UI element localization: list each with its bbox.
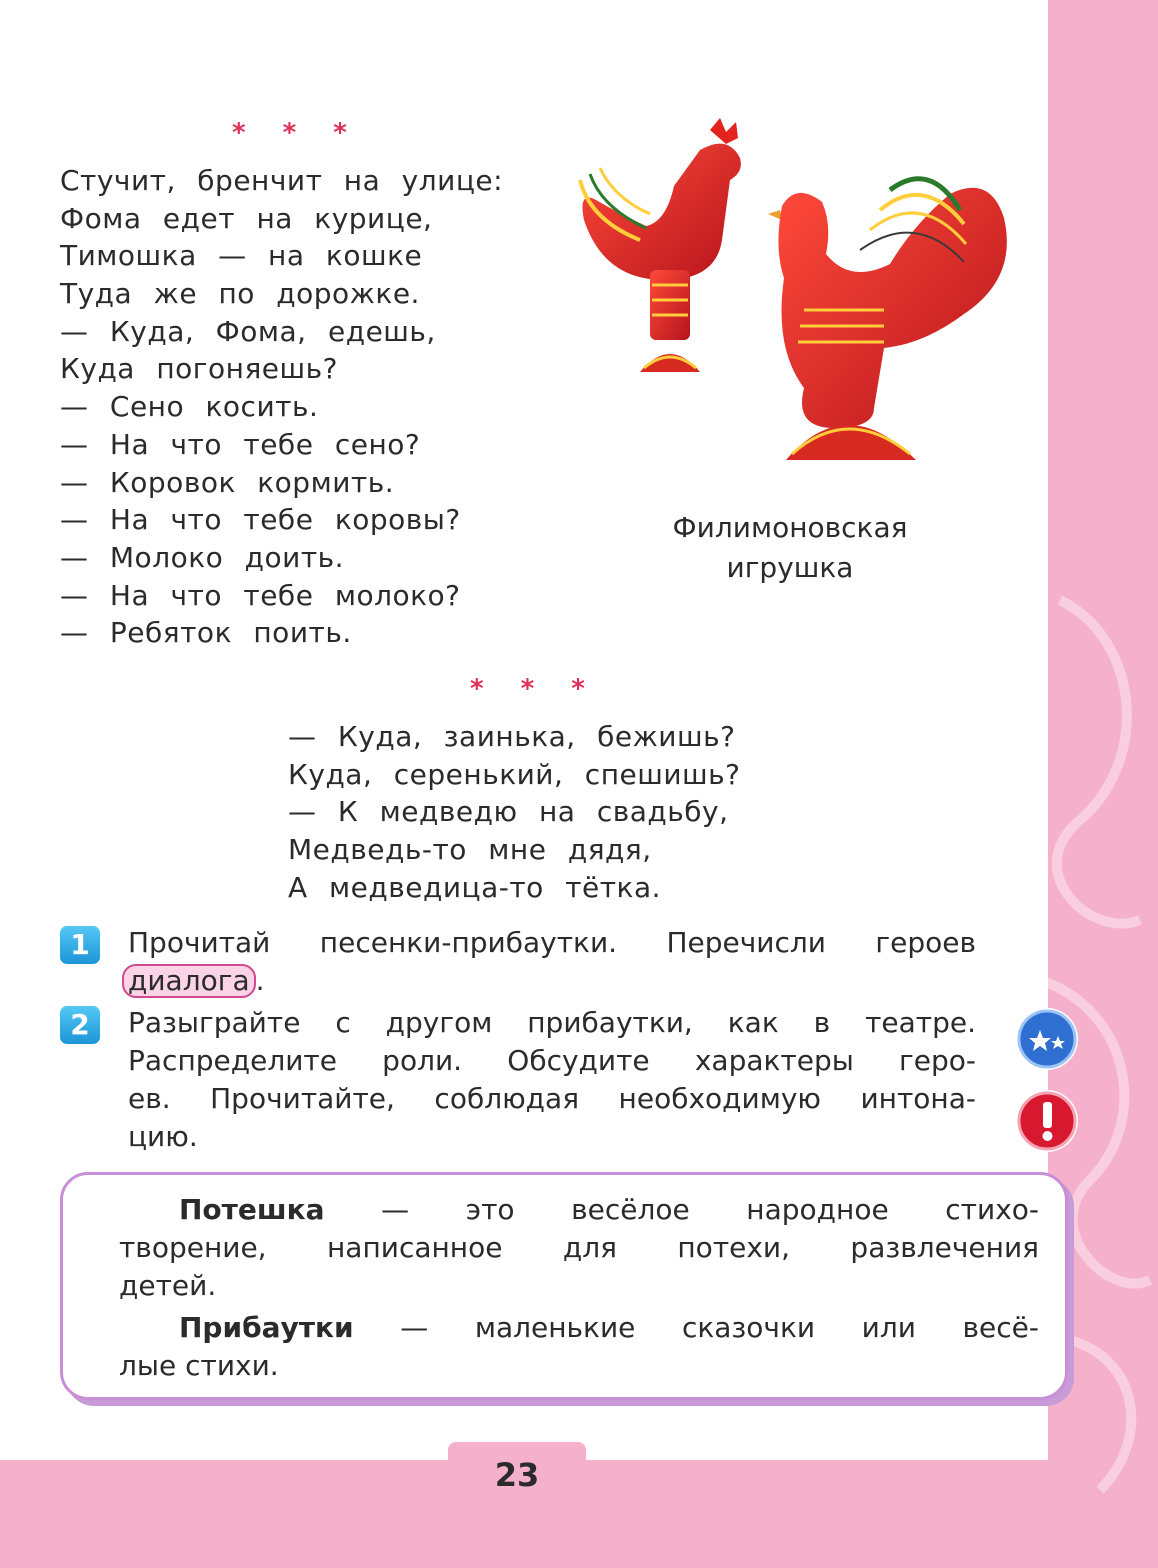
poem1-line: — Коровок кормить.: [60, 465, 395, 499]
poem2-stars: * * *: [470, 674, 599, 704]
poem2-line: — К медведю на свадьбу,: [288, 795, 729, 829]
poem2-line: А медведица-то тётка.: [288, 870, 662, 904]
term-poteshka: Потешка: [179, 1193, 325, 1226]
poem2-line: — Куда, заинька, бежишь?: [288, 720, 736, 753]
poem1-line: — Сено косить.: [60, 390, 319, 424]
task-1-period: .: [255, 964, 265, 997]
poem1-line: Куда погоняешь?: [60, 352, 339, 386]
large-rooster-toy: [768, 179, 1007, 460]
poem1-line: — На что тебе молоко?: [60, 578, 461, 612]
definition-text: [119, 1191, 1039, 1385]
poem1-line: Фома едет на курице,: [60, 201, 433, 235]
filimonov-toy-illustration: [560, 110, 1010, 490]
poem1-line: — На что тебе коровы?: [60, 503, 461, 537]
task-1: [128, 924, 976, 1000]
term-pribautki: Прибаутки: [179, 1311, 354, 1344]
poem1-stars: * * *: [232, 118, 361, 148]
poem1-line: — Ребяток поить.: [60, 616, 352, 650]
task-number-badge: 2: [60, 1006, 100, 1044]
task-1-line-2: [128, 962, 976, 1000]
caption-line: игрушка: [726, 551, 854, 584]
definition-line: [119, 1309, 1039, 1347]
page-number: 23: [448, 1442, 586, 1512]
exclamation-badge-icon: [1016, 1090, 1078, 1152]
task-1-line: Прочитай песенки-прибаутки. Перечисли героев: [128, 926, 976, 959]
poem1-line: Туда же по дорожке.: [60, 277, 420, 311]
definition-line: [119, 1191, 1039, 1229]
poem1-line: — Куда, Фома, едешь,: [60, 314, 436, 348]
stars-badge-icon: [1016, 1008, 1078, 1070]
task-2-line: ев. Прочитайте, соблюдая необходимую интона-: [128, 1082, 976, 1115]
illustration-caption: [640, 508, 940, 588]
task-2-line: цию.: [128, 1120, 198, 1153]
definition-line: лые стихи.: [119, 1349, 279, 1382]
caption-line: Филимоновская: [672, 511, 908, 544]
poem1-line: Стучит, бренчит на улице:: [60, 164, 504, 197]
poem2: [288, 718, 741, 906]
poem2-line: Медведь-то мне дядя,: [288, 833, 652, 867]
small-rooster-toy: [580, 118, 741, 372]
definition-line: детей.: [119, 1269, 217, 1302]
definition-part: — это весёлое народное стихо-: [324, 1193, 1039, 1226]
task-2: [128, 1004, 976, 1156]
task-2-line: Разыграйте с другом прибаутки, как в театре.: [128, 1006, 976, 1039]
poem1-line: — На что тебе сено?: [60, 427, 421, 461]
poem1-line: — Молоко доить.: [60, 540, 345, 574]
task-2-line: Распределите роли. Обсудите характеры геро-: [128, 1044, 976, 1077]
task-number-badge: 1: [60, 926, 100, 964]
poem2-line: Куда, серенький, спешишь?: [288, 757, 741, 791]
highlighted-term: диалога: [122, 964, 256, 998]
definition-part: — маленькие сказочки или весё-: [353, 1311, 1039, 1344]
poem1: [60, 162, 503, 652]
definition-line: творение, написанное для потехи, развлечения: [119, 1231, 1039, 1264]
definition-box: [60, 1172, 1068, 1400]
poem1-line: Тимошка — на кошке: [60, 239, 423, 273]
